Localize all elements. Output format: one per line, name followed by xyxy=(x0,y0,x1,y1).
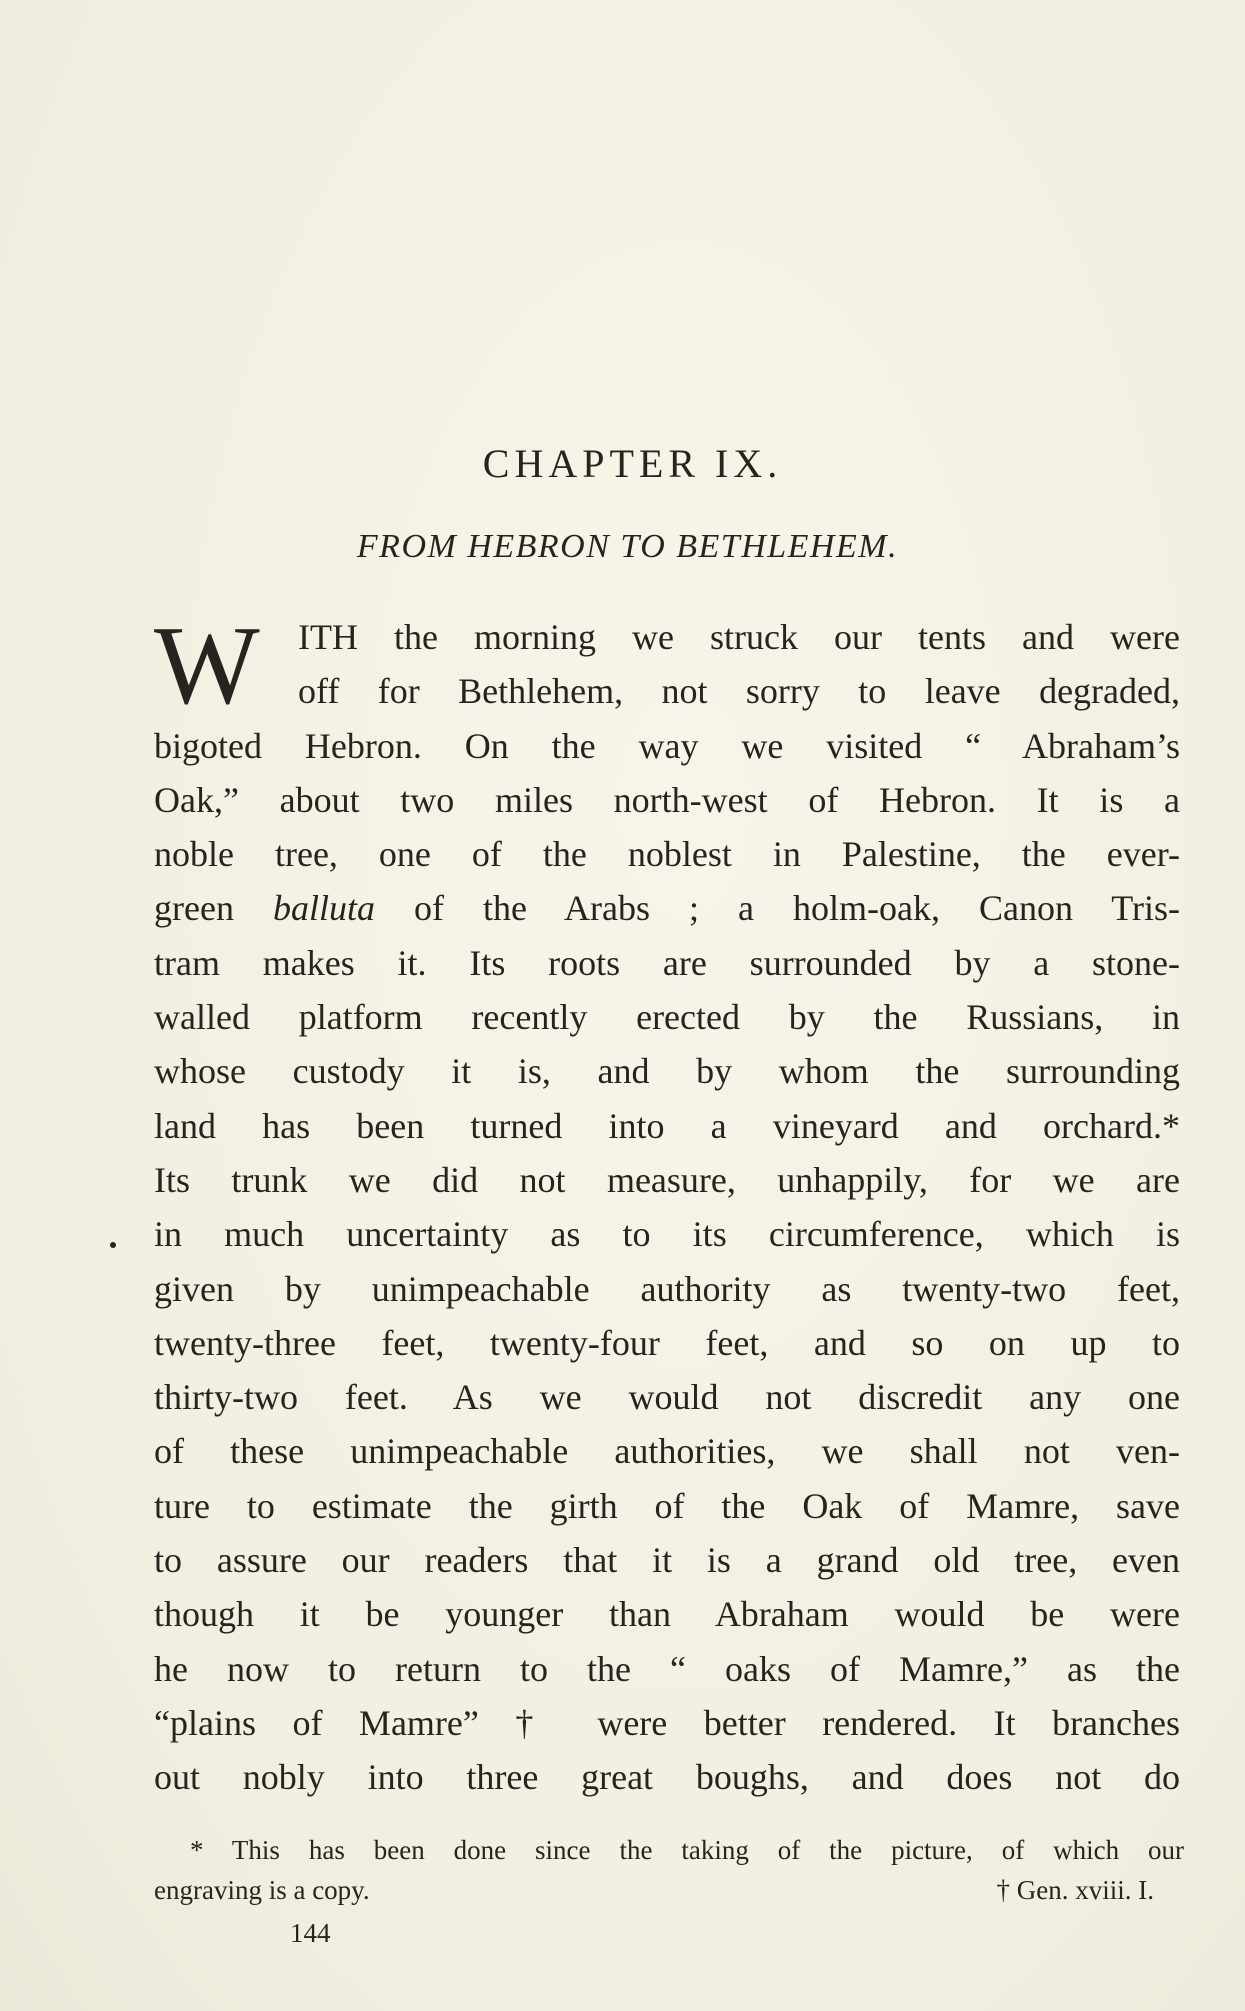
text-line: to assure our readers that it is a grand old tree, even xyxy=(154,1540,1180,1581)
drop-cap: W xyxy=(154,604,256,728)
text-line: though it be younger than Abraham would be were xyxy=(154,1594,1180,1635)
chapter-title: CHAPTER IX. xyxy=(482,441,783,486)
text-line: bigoted Hebron. On the way we visited “ Abraham’s xyxy=(154,725,1180,766)
text-line: thirty-two feet. As we would not discredit any one xyxy=(154,1377,1180,1418)
text-line: twenty-three feet, twenty-four feet, and so on up to xyxy=(154,1322,1180,1363)
text-line: off for Bethlehem, not sorry to leave degraded, xyxy=(298,671,1180,712)
text-line: land has been turned into a vineyard and orchard.* xyxy=(154,1105,1180,1146)
footnote-line xyxy=(154,1870,1184,1910)
text-line: noble tree, one of the noblest in Palestine, the ever- xyxy=(154,834,1180,875)
footnote-star: * This has been done since the taking of the picture, of which our xyxy=(190,1835,1184,1865)
chapter-subtitle: FROM HEBRON TO BETHLEHEM. xyxy=(356,528,899,565)
footnote-star-continuation: engraving is a copy. xyxy=(154,1875,370,1905)
text-fragment: of the Arabs ; a holm-oak, Canon Tris- xyxy=(414,888,1181,929)
text-line: whose custody it is, and by whom the surrounding xyxy=(154,1051,1180,1092)
text-fragment: green xyxy=(154,888,234,929)
text-line: of these unimpeachable authorities, we shall not ven- xyxy=(154,1431,1180,1472)
text-line: he now to return to the “ oaks of Mamre,” as the xyxy=(154,1648,1180,1689)
ink-speck xyxy=(110,1242,116,1248)
body-text xyxy=(154,604,1181,1805)
footnote-dagger: † Gen. xviii. I. xyxy=(996,1875,1154,1905)
text-line: Its trunk we did not measure, unhappily, for we are xyxy=(154,1159,1180,1200)
text-line: out nobly into three great boughs, and does not do xyxy=(154,1757,1180,1798)
text-line: walled platform recently erected by the Russians, in xyxy=(154,997,1180,1038)
italic-word: balluta xyxy=(272,888,375,929)
page-number: 144 xyxy=(290,1918,331,1948)
text-line: “plains of Mamre” † were better rendered. It branches xyxy=(154,1702,1180,1743)
text-line: given by unimpeachable authority as twenty-two feet, xyxy=(154,1268,1180,1309)
text-line: ture to estimate the girth of the Oak of Mamre, save xyxy=(154,1485,1180,1526)
text-line: in much uncertainty as to its circumference, which is xyxy=(154,1214,1180,1255)
text-line: tram makes it. Its roots are surrounded by a stone- xyxy=(154,942,1180,983)
text-line: ITH the morning we struck our tents and were xyxy=(298,617,1180,657)
text-line: Oak,” about two miles north-west of Hebron. It is a xyxy=(154,779,1180,820)
text-line xyxy=(154,881,1180,935)
